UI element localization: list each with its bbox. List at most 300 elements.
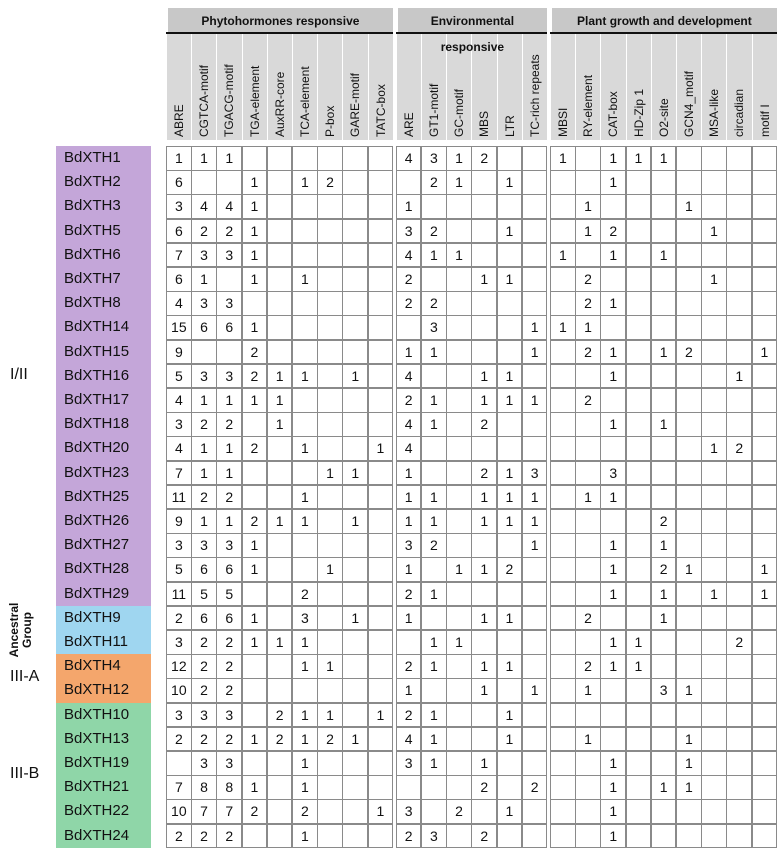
table-cell: 4	[396, 412, 422, 437]
table-cell	[676, 291, 702, 316]
table-cell: 3	[216, 703, 242, 728]
column-header: P-box	[323, 105, 338, 137]
table-cell: 2	[216, 630, 242, 655]
table-cell	[267, 340, 293, 365]
table-cell	[651, 364, 677, 389]
table-cell: 2	[421, 219, 447, 244]
table-cell	[626, 678, 652, 703]
table-cell	[446, 654, 472, 679]
table-cell: 1	[368, 436, 394, 461]
gene-label: BdXTH29	[56, 582, 151, 607]
table-cell: 2	[242, 509, 268, 534]
table-cell	[342, 654, 368, 679]
table-cell	[421, 775, 447, 800]
table-cell	[471, 533, 497, 558]
table-cell	[267, 485, 293, 510]
table-cell	[317, 436, 343, 461]
table-cell: 6	[191, 606, 217, 631]
table-cell	[726, 267, 752, 292]
table-cell	[242, 824, 268, 849]
table-cell	[752, 146, 778, 171]
table-cell	[550, 219, 576, 244]
table-cell	[701, 533, 727, 558]
gene-label: BdXTH18	[56, 412, 151, 437]
table-cell	[317, 799, 343, 824]
table-cell	[342, 388, 368, 413]
table-cell	[317, 243, 343, 268]
table-cell	[626, 194, 652, 219]
table-cell	[242, 582, 268, 607]
table-cell: 6	[216, 315, 242, 340]
table-cell: 2	[726, 436, 752, 461]
table-cell	[292, 194, 318, 219]
table-cell	[368, 824, 394, 849]
table-cell: 2	[191, 630, 217, 655]
column-header: ABRE	[172, 104, 186, 137]
table-cell: 1	[676, 678, 702, 703]
table-cell	[651, 485, 677, 510]
table-cell: 1	[242, 194, 268, 219]
table-cell	[522, 436, 548, 461]
column-header: MSA-like	[707, 88, 722, 137]
table-cell	[575, 461, 601, 486]
table-cell: 2	[216, 485, 242, 510]
table-cell: 1	[522, 509, 548, 534]
table-cell	[471, 243, 497, 268]
table-cell: 1	[216, 436, 242, 461]
table-cell	[752, 606, 778, 631]
table-cell	[651, 170, 677, 195]
table-cell	[575, 509, 601, 534]
table-cell	[368, 194, 394, 219]
table-cell	[575, 824, 601, 849]
table-cell	[600, 436, 626, 461]
table-cell: 3	[600, 461, 626, 486]
table-cell: 2	[522, 775, 548, 800]
table-cell: 1	[216, 146, 242, 171]
table-cell	[522, 557, 548, 582]
table-cell: 2	[396, 582, 422, 607]
column-header: TCA-element	[298, 66, 312, 137]
column-header: GARE-motif	[348, 72, 363, 137]
table-cell: 1	[191, 461, 217, 486]
table-cell	[267, 557, 293, 582]
table-cell: 2	[471, 146, 497, 171]
table-cell: 2	[267, 727, 293, 752]
table-cell: 1	[497, 703, 523, 728]
column-header: GC-motif	[452, 89, 467, 137]
table-cell	[421, 267, 447, 292]
table-cell: 1	[726, 364, 752, 389]
table-cell: 3	[396, 751, 422, 776]
table-cell: 2	[166, 824, 192, 849]
table-cell: 1	[497, 170, 523, 195]
table-cell: 6	[216, 557, 242, 582]
table-cell	[752, 219, 778, 244]
table-cell	[550, 557, 576, 582]
table-cell	[267, 533, 293, 558]
table-cell	[550, 775, 576, 800]
table-cell	[368, 630, 394, 655]
table-cell	[292, 219, 318, 244]
table-cell: 1	[446, 557, 472, 582]
table-cell: 1	[242, 775, 268, 800]
table-cell	[497, 582, 523, 607]
table-cell: 1	[497, 364, 523, 389]
table-cell	[471, 582, 497, 607]
table-cell: 1	[471, 509, 497, 534]
table-cell	[726, 533, 752, 558]
table-cell: 2	[216, 412, 242, 437]
table-cell	[317, 412, 343, 437]
gene-label: BdXTH21	[56, 775, 151, 800]
table-cell	[421, 436, 447, 461]
table-cell	[446, 219, 472, 244]
table-cell	[522, 751, 548, 776]
gene-label: BdXTH22	[56, 799, 151, 824]
table-cell	[752, 315, 778, 340]
table-cell	[317, 509, 343, 534]
table-cell	[368, 315, 394, 340]
table-cell: 2	[575, 606, 601, 631]
table-cell	[497, 824, 523, 849]
row-group-label: III-B	[10, 765, 40, 783]
table-cell: 10	[166, 678, 192, 703]
table-cell	[676, 388, 702, 413]
table-cell: 3	[166, 703, 192, 728]
table-cell: 1	[242, 219, 268, 244]
table-cell	[676, 267, 702, 292]
table-cell	[446, 194, 472, 219]
gene-label: BdXTH20	[56, 436, 151, 461]
table-cell: 1	[396, 194, 422, 219]
table-cell	[626, 727, 652, 752]
table-cell: 3	[166, 194, 192, 219]
table-cell	[626, 509, 652, 534]
table-cell	[626, 243, 652, 268]
table-cell: 1	[242, 170, 268, 195]
table-cell	[267, 461, 293, 486]
table-cell	[421, 194, 447, 219]
table-cell	[446, 485, 472, 510]
table-cell: 2	[191, 485, 217, 510]
table-cell	[550, 388, 576, 413]
table-cell	[522, 630, 548, 655]
table-cell	[342, 630, 368, 655]
table-cell	[726, 194, 752, 219]
table-cell	[626, 582, 652, 607]
table-cell	[267, 436, 293, 461]
table-cell: 1	[421, 582, 447, 607]
table-cell	[651, 461, 677, 486]
table-cell	[368, 654, 394, 679]
column-header: RY-element	[581, 74, 596, 137]
table-cell	[550, 291, 576, 316]
table-cell	[421, 557, 447, 582]
column-header: TGA-element	[247, 65, 262, 137]
gene-label: BdXTH25	[56, 485, 151, 510]
table-cell	[701, 751, 727, 776]
table-cell: 2	[317, 727, 343, 752]
table-cell	[626, 606, 652, 631]
table-cell	[752, 412, 778, 437]
table-cell	[368, 291, 394, 316]
table-cell: 1	[522, 388, 548, 413]
table-cell	[368, 388, 394, 413]
table-cell: 3	[191, 291, 217, 316]
table-cell: 1	[421, 703, 447, 728]
table-cell	[421, 799, 447, 824]
table-cell	[752, 509, 778, 534]
table-cell	[600, 315, 626, 340]
table-cell	[497, 678, 523, 703]
table-cell: 2	[471, 824, 497, 849]
table-cell: 7	[166, 461, 192, 486]
table-cell	[368, 606, 394, 631]
table-cell	[446, 582, 472, 607]
table-cell: 3	[522, 461, 548, 486]
table-cell	[497, 194, 523, 219]
table-cell: 1	[368, 799, 394, 824]
table-cell: 1	[497, 267, 523, 292]
table-cell: 1	[342, 364, 368, 389]
table-cell	[522, 824, 548, 849]
table-cell	[446, 751, 472, 776]
table-cell	[626, 170, 652, 195]
table-cell	[752, 267, 778, 292]
table-cell	[342, 267, 368, 292]
table-cell	[701, 727, 727, 752]
column-group-header: Environmental responsive	[396, 8, 547, 32]
table-cell	[317, 364, 343, 389]
table-cell: 1	[676, 727, 702, 752]
table-cell: 1	[446, 243, 472, 268]
table-cell	[701, 340, 727, 365]
table-cell: 1	[267, 509, 293, 534]
table-cell	[242, 751, 268, 776]
table-cell	[550, 751, 576, 776]
table-cell	[600, 727, 626, 752]
table-cell	[446, 678, 472, 703]
table-cell: 1	[522, 485, 548, 510]
table-cell: 10	[166, 799, 192, 824]
table-cell	[522, 582, 548, 607]
table-cell	[522, 799, 548, 824]
table-cell	[752, 824, 778, 849]
table-cell: 1	[497, 219, 523, 244]
column-header: circadian	[732, 88, 747, 137]
table-cell	[726, 606, 752, 631]
table-cell	[446, 412, 472, 437]
table-cell: 2	[216, 219, 242, 244]
table-cell: 1	[550, 146, 576, 171]
table-cell: 1	[421, 243, 447, 268]
table-cell	[726, 824, 752, 849]
table-cell: 1	[676, 775, 702, 800]
table-cell	[752, 436, 778, 461]
table-cell	[342, 703, 368, 728]
table-cell	[292, 388, 318, 413]
row-group-label: Ancestral Group	[7, 602, 34, 658]
table-cell	[497, 243, 523, 268]
row-group-label: I/II	[10, 365, 28, 383]
table-cell	[701, 461, 727, 486]
table-cell	[267, 654, 293, 679]
table-cell: 1	[216, 509, 242, 534]
table-cell	[676, 824, 702, 849]
table-cell	[676, 509, 702, 534]
table-cell: 1	[191, 436, 217, 461]
table-cell: 2	[242, 340, 268, 365]
table-cell	[752, 485, 778, 510]
table-cell: 1	[421, 340, 447, 365]
table-cell: 2	[216, 727, 242, 752]
table-cell: 1	[191, 509, 217, 534]
table-cell: 1	[242, 315, 268, 340]
table-cell	[726, 315, 752, 340]
table-cell	[726, 727, 752, 752]
table-cell	[368, 727, 394, 752]
table-cell: 1	[626, 630, 652, 655]
table-cell: 3	[216, 291, 242, 316]
table-cell	[471, 340, 497, 365]
gene-label: BdXTH4	[56, 654, 151, 679]
table-cell	[368, 219, 394, 244]
table-cell	[267, 194, 293, 219]
table-cell: 3	[396, 219, 422, 244]
table-cell	[368, 267, 394, 292]
column-header: TGACG-motif	[222, 64, 237, 137]
table-cell	[701, 824, 727, 849]
table-cell	[726, 291, 752, 316]
table-cell	[626, 388, 652, 413]
table-cell	[522, 170, 548, 195]
table-cell	[752, 799, 778, 824]
table-cell	[676, 461, 702, 486]
column-group-header: Plant growth and development	[550, 8, 777, 32]
table-cell: 2	[191, 412, 217, 437]
table-cell	[575, 582, 601, 607]
table-cell: 2	[575, 340, 601, 365]
table-cell	[752, 461, 778, 486]
table-cell	[317, 146, 343, 171]
table-cell: 3	[216, 533, 242, 558]
table-cell	[342, 799, 368, 824]
table-cell	[267, 751, 293, 776]
table-cell	[701, 485, 727, 510]
table-cell	[701, 388, 727, 413]
table-cell	[600, 509, 626, 534]
table-cell: 2	[421, 291, 447, 316]
table-cell: 4	[216, 194, 242, 219]
table-cell: 3	[166, 533, 192, 558]
table-cell	[446, 364, 472, 389]
table-cell	[446, 315, 472, 340]
table-cell: 1	[421, 751, 447, 776]
table-cell: 1	[396, 557, 422, 582]
gene-label: BdXTH14	[56, 315, 151, 340]
table-cell	[651, 824, 677, 849]
table-cell: 7	[191, 799, 217, 824]
table-cell	[726, 485, 752, 510]
table-cell	[651, 799, 677, 824]
table-cell	[497, 340, 523, 365]
table-cell	[726, 243, 752, 268]
table-cell: 1	[600, 146, 626, 171]
table-cell	[626, 703, 652, 728]
table-cell	[317, 582, 343, 607]
table-cell	[522, 654, 548, 679]
table-cell	[317, 194, 343, 219]
table-cell: 1	[600, 751, 626, 776]
table-cell: 1	[242, 533, 268, 558]
table-cell	[701, 170, 727, 195]
table-cell: 1	[292, 364, 318, 389]
table-cell: 1	[242, 267, 268, 292]
table-cell: 1	[166, 146, 192, 171]
table-cell	[396, 170, 422, 195]
table-cell: 2	[191, 654, 217, 679]
table-cell: 1	[575, 485, 601, 510]
table-cell	[317, 340, 343, 365]
table-cell	[292, 315, 318, 340]
table-cell	[550, 582, 576, 607]
table-cell	[550, 170, 576, 195]
gene-label: BdXTH10	[56, 703, 151, 728]
table-cell	[317, 485, 343, 510]
table-cell: 1	[342, 509, 368, 534]
table-cell: 4	[166, 291, 192, 316]
table-cell: 1	[600, 170, 626, 195]
table-cell: 3	[191, 364, 217, 389]
table-cell: 1	[292, 267, 318, 292]
table-cell: 2	[575, 291, 601, 316]
table-cell	[342, 146, 368, 171]
table-cell	[317, 775, 343, 800]
table-cell	[676, 170, 702, 195]
table-cell	[522, 291, 548, 316]
gene-label: BdXTH28	[56, 557, 151, 582]
table-cell: 1	[216, 388, 242, 413]
table-cell	[317, 824, 343, 849]
table-cell	[522, 364, 548, 389]
table-cell: 1	[600, 582, 626, 607]
table-cell	[726, 582, 752, 607]
table-cell	[626, 267, 652, 292]
table-cell: 1	[471, 606, 497, 631]
table-cell: 1	[701, 219, 727, 244]
table-cell	[267, 582, 293, 607]
table-cell: 1	[676, 194, 702, 219]
table-cell: 4	[396, 146, 422, 171]
table-cell: 2	[216, 678, 242, 703]
table-cell	[676, 582, 702, 607]
table-cell	[342, 412, 368, 437]
table-cell: 7	[216, 799, 242, 824]
table-cell: 1	[396, 485, 422, 510]
table-cell: 1	[342, 461, 368, 486]
table-cell: 2	[575, 267, 601, 292]
table-cell	[497, 291, 523, 316]
table-cell	[522, 243, 548, 268]
table-cell: 2	[292, 799, 318, 824]
table-cell	[317, 291, 343, 316]
table-cell	[317, 388, 343, 413]
table-cell: 1	[396, 340, 422, 365]
table-cell	[651, 703, 677, 728]
table-cell: 1	[396, 461, 422, 486]
table-cell	[676, 412, 702, 437]
